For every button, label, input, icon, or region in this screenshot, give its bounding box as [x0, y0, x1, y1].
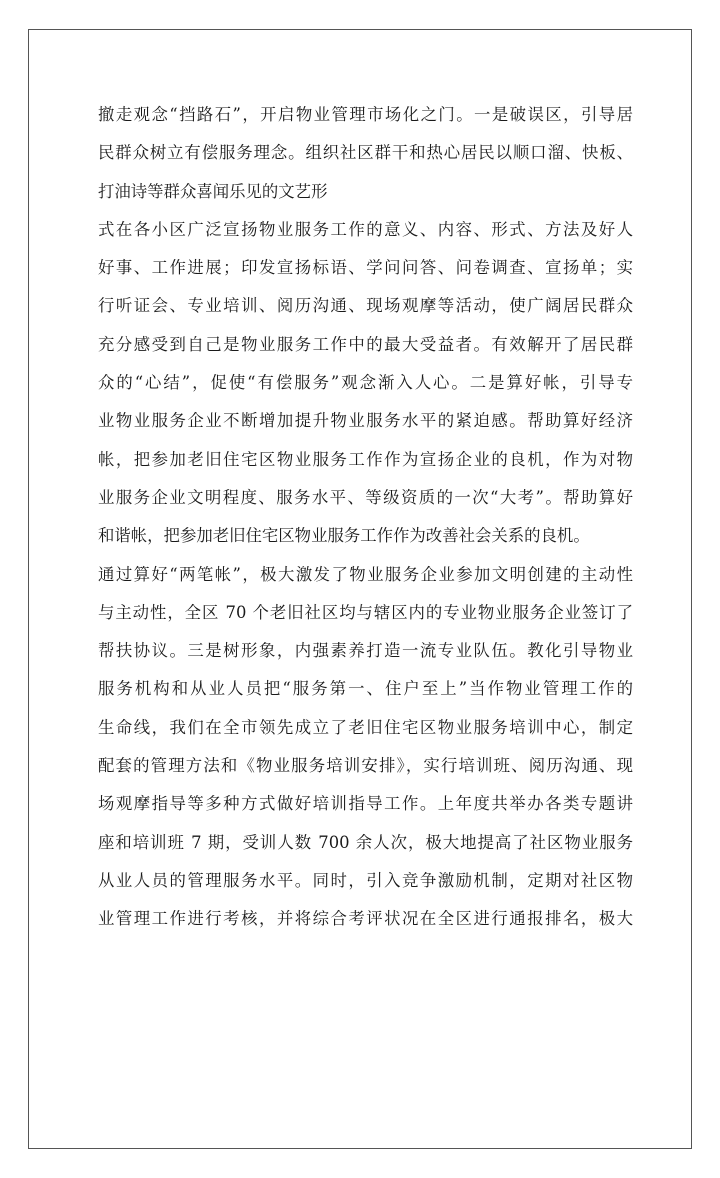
text-line: 民群众树立有偿服务理念。组织社区群干和热心居民以顺口溜、快板、	[98, 143, 633, 163]
text-line: 行听证会、专业培训、阅历沟通、现场观摩等活动，使广阔居民群众	[98, 296, 633, 316]
document-body	[98, 96, 633, 939]
text-line: 通过算好“两笔帐”，极大激发了物业服务企业参加文明创建的主动性	[98, 564, 633, 584]
text-line: 配套的管理方法和《物业服务培训安排》，实行培训班、阅历沟通、现	[98, 756, 633, 776]
text-line: 场观摩指导等多种方式做好培训指导工作。上年度共举办各类专题讲	[98, 794, 633, 814]
text-line: 业管理工作进行考核，并将综合考评状况在全区进行通报排名，极大	[98, 909, 633, 929]
text-line: 从业人员的管理服务水平。同时，引入竞争激励机制，定期对社区物	[98, 870, 633, 890]
text-line: 帮扶协议。三是树形象，内强素养打造一流专业队伍。教化引导物业	[98, 641, 633, 661]
text-line: 好事、工作进展；印发宣扬标语、学问问答、问卷调查、宣扬单；实	[98, 258, 633, 278]
text-line: 打油诗等群众喜闻乐见的文艺形	[98, 181, 328, 201]
text-line: 帐，把参加老旧住宅区物业服务工作作为宣扬企业的良机，作为对物	[98, 449, 633, 469]
text-line: 众的“心结”，促使“有偿服务”观念渐入人心。二是算好帐，引导专	[98, 373, 633, 393]
text-line: 和谐帐，把参加老旧住宅区物业服务工作作为改善社会关系的良机。	[98, 526, 590, 546]
text-line: 撤走观念“挡路石”，开启物业管理市场化之门。一是破误区，引导居	[98, 105, 633, 124]
text-line: 服务机构和从业人员把“服务第一、住户至上”当作物业管理工作的	[98, 679, 633, 699]
text-line: 与主动性，全区 70 个老旧社区均与辖区内的专业物业服务企业签订了	[98, 602, 633, 622]
text-line: 业服务企业文明程度、服务水平、等级资质的一次“大考”。帮助算好	[98, 487, 633, 507]
text-line: 充分感受到自己是物业服务工作中的最大受益者。有效解开了居民群	[98, 334, 633, 354]
text-line: 业物业服务企业不断增加提升物业服务水平的紧迫感。帮助算好经济	[98, 411, 633, 431]
text-line: 座和培训班 7 期，受训人数 700 余人次，极大地提高了社区物业服务	[98, 832, 633, 852]
text-line: 式在各小区广泛宣扬物业服务工作的意义、内容、形式、方法及好人	[98, 219, 633, 239]
text-line: 生命线，我们在全市领先成立了老旧住宅区物业服务培训中心，制定	[98, 717, 633, 737]
